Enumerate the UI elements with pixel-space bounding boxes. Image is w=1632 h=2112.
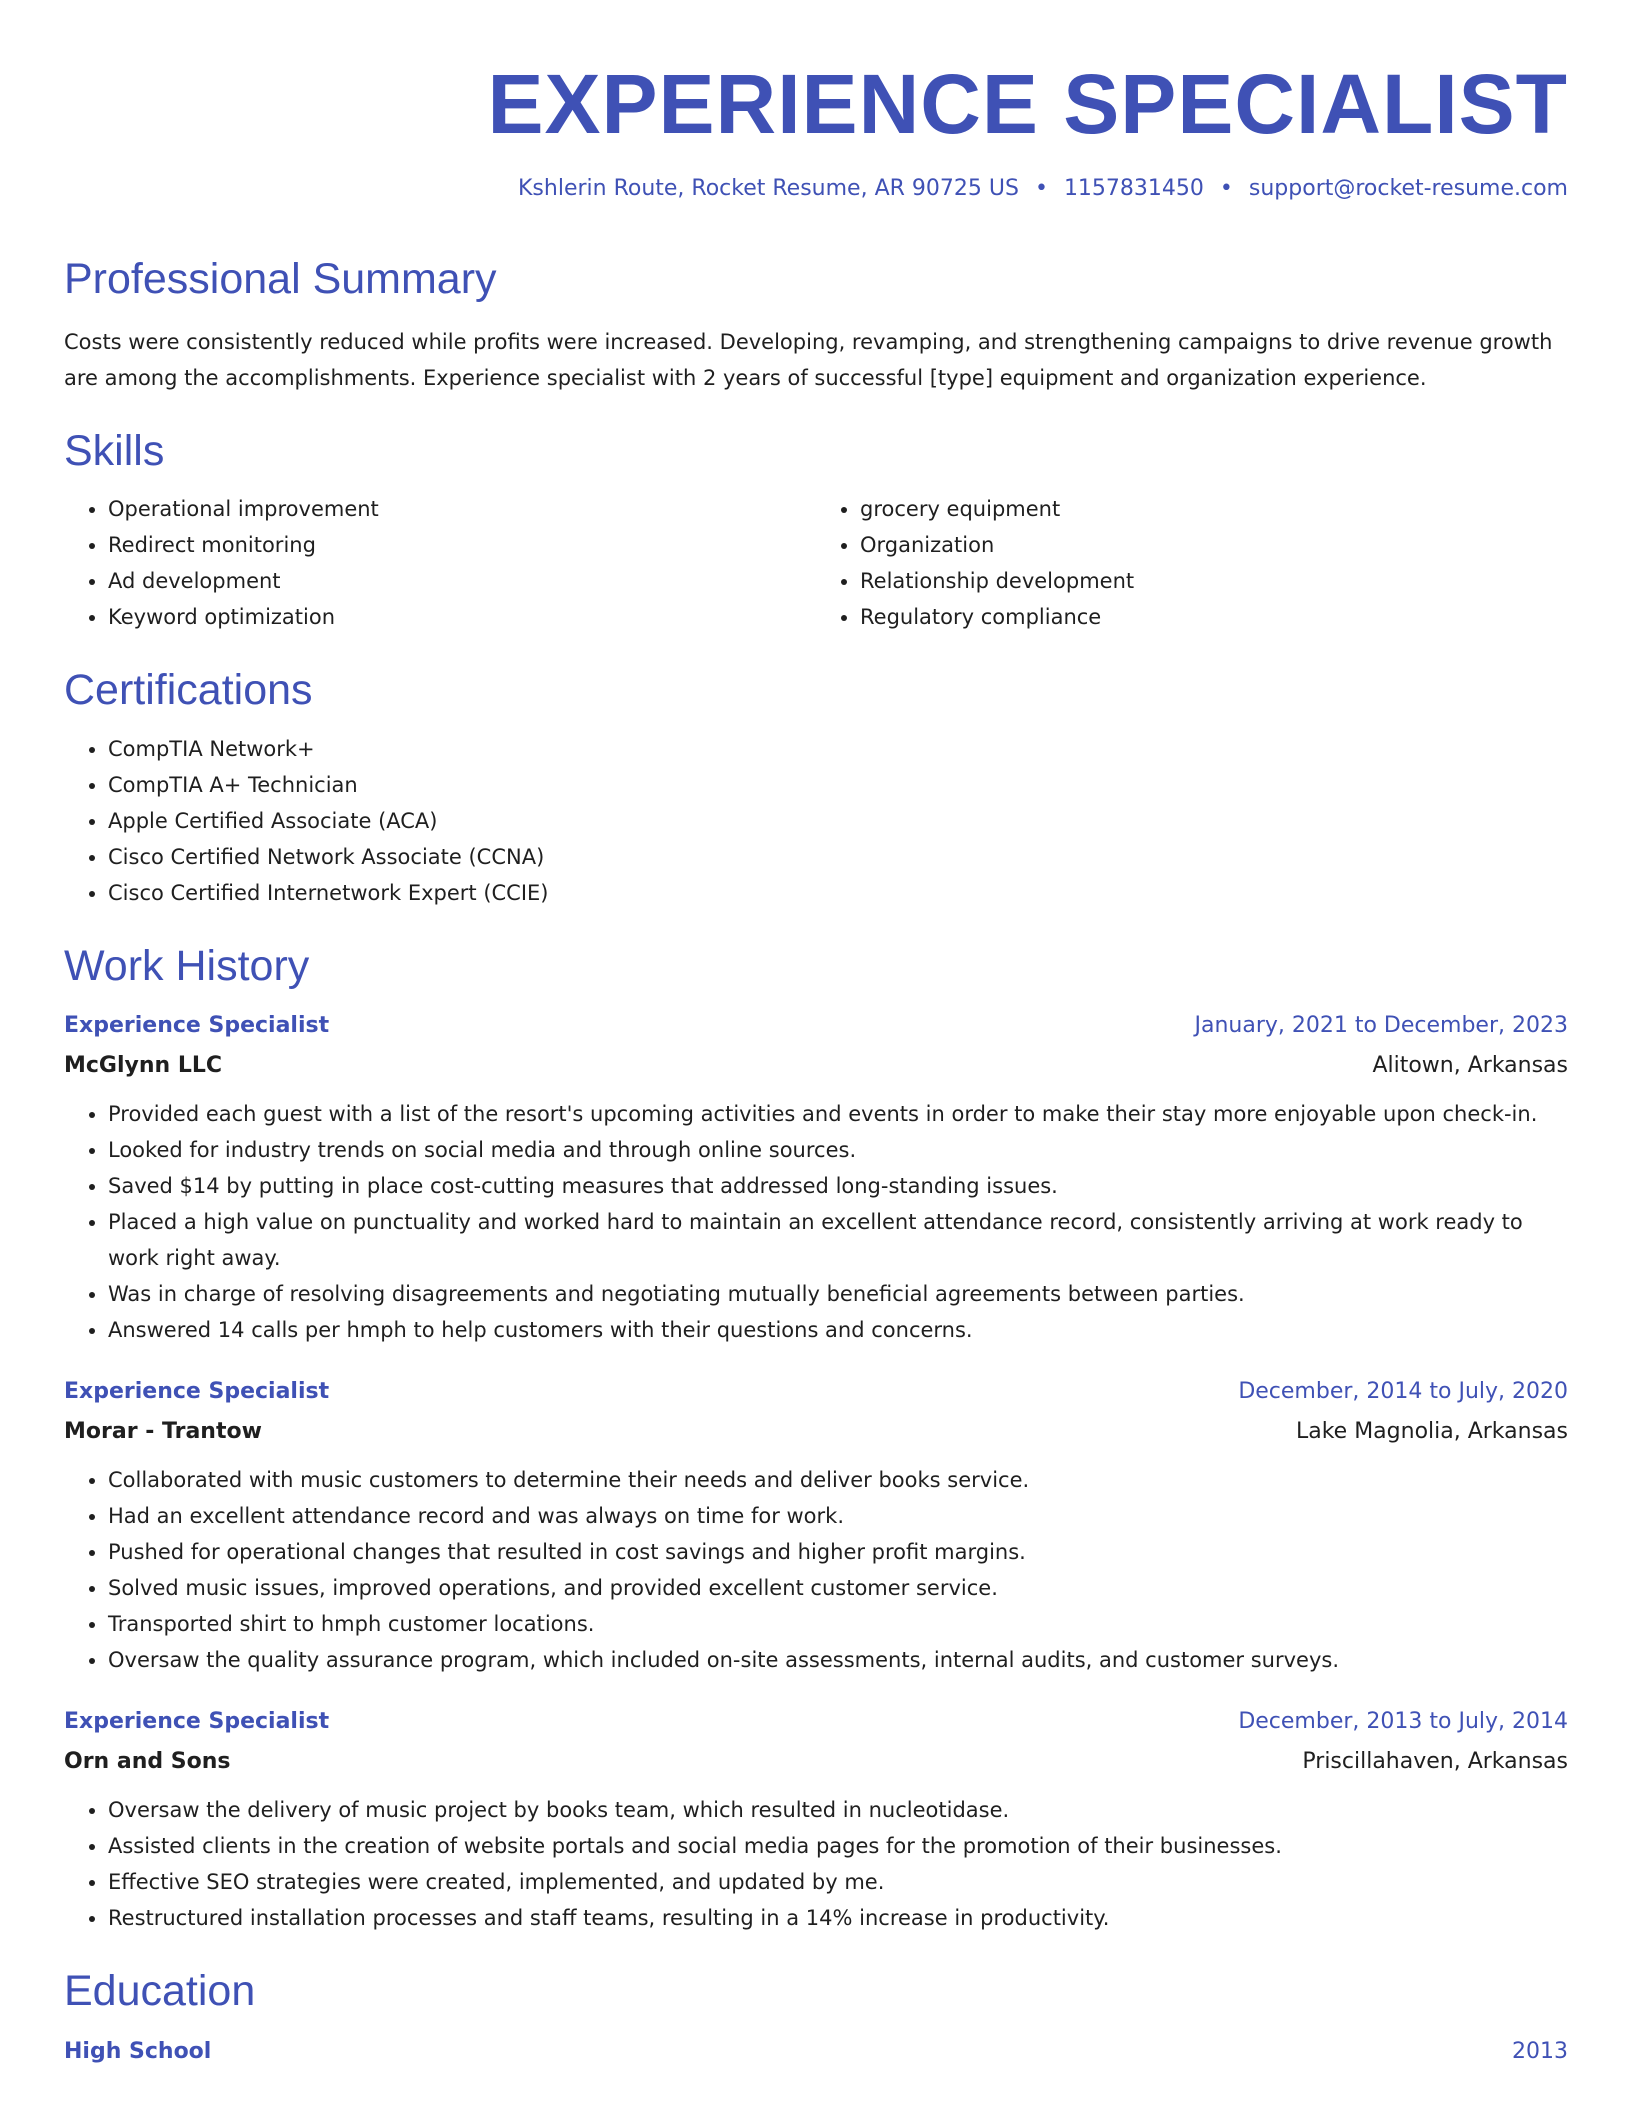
job-title: Experience Specialist <box>64 1379 330 1405</box>
contact-separator: • <box>1219 176 1233 201</box>
job-company: Orn and Sons <box>64 1749 231 1775</box>
job-bullet: • Answered 14 calls per hmph to help customers with their questions and concerns. <box>108 1312 1568 1348</box>
resume-title: EXPERIENCE SPECIALIST <box>487 57 1568 151</box>
job-bullet: • Oversaw the delivery of music project by books team, which resulted in nucleotidase. <box>108 1792 1568 1828</box>
job-subheader <box>64 1046 1568 1086</box>
job-bullet: • Saved $14 by putting in place cost-cutting measures that addressed long-standing issues. <box>108 1168 1568 1204</box>
certification-item: • CompTIA Network+ <box>108 731 1568 767</box>
certification-item: • Cisco Certified Network Associate (CCNA) <box>108 839 1568 875</box>
contact-email[interactable]: support@rocket-resume.com <box>1248 176 1568 201</box>
skill-item: • Operational improvement <box>108 491 816 527</box>
skills-section <box>64 426 1568 636</box>
skill-item: • Organization <box>860 527 1568 563</box>
job-entry <box>64 1006 1568 1348</box>
job-location: Priscillahaven, Arkansas <box>1302 1749 1568 1775</box>
contact-address: Kshlerin Route, Rocket Resume, AR 90725 US <box>518 176 1019 201</box>
job-bullet: • Provided each guest with a list of the resort's upcoming activities and events in order to make their stay more enjoyable upon check-in. <box>108 1096 1568 1132</box>
work-history-heading: Work History <box>64 941 310 990</box>
job-bullets <box>64 1792 1568 1936</box>
skill-item: • Regulatory compliance <box>860 599 1568 635</box>
job-bullet: • Pushed for operational changes that resulted in cost savings and higher profit margins. <box>108 1534 1568 1570</box>
education-year: 2013 <box>1512 2038 1568 2064</box>
job-bullets <box>64 1462 1568 1678</box>
contact-phone: 1157831450 <box>1063 176 1204 201</box>
job-bullet: • Transported shirt to hmph customer locations. <box>108 1606 1568 1642</box>
certifications-section <box>64 665 1568 911</box>
education-section <box>64 1966 1568 2072</box>
job-dates: December, 2014 to July, 2020 <box>1238 1379 1568 1405</box>
job-bullet: • Had an excellent attendance record and was always on time for work. <box>108 1498 1568 1534</box>
job-bullet: • Solved music issues, improved operations, and provided excellent customer service. <box>108 1570 1568 1606</box>
job-bullet: • Looked for industry trends on social media and through online sources. <box>108 1132 1568 1168</box>
job-header <box>64 1702 1568 1742</box>
summary-text: Costs were consistently reduced while profits were increased. Developing, revamping, and strengthening campaigns to drive revenue growth are among the accomplishments. Experience specialist with 2 years of successful [type] equipment and organization experience. <box>64 329 1553 390</box>
job-bullet: • Collaborated with music customers to determine their needs and deliver books service. <box>108 1462 1568 1498</box>
skills-list-left <box>64 491 816 635</box>
job-title: Experience Specialist <box>64 1013 330 1039</box>
skills-list-right <box>816 491 1568 635</box>
job-bullets <box>64 1096 1568 1348</box>
job-title: Experience Specialist <box>64 1709 330 1735</box>
skill-item: • Ad development <box>108 563 816 599</box>
skills-heading: Skills <box>64 426 165 475</box>
job-header <box>64 1372 1568 1412</box>
job-bullet: • Placed a high value on punctuality and worked hard to maintain an excellent attendance record, consistently arriving at work ready to work right away. <box>108 1204 1568 1276</box>
certification-item: • CompTIA A+ Technician <box>108 767 1568 803</box>
job-bullet: • Oversaw the quality assurance program, which included on-site assessments, internal audits, and customer surveys. <box>108 1642 1568 1678</box>
work-history-section <box>64 941 1568 1937</box>
job-bullet: • Restructured installation processes and staff teams, resulting in a 14% increase in productivity. <box>108 1900 1568 1936</box>
job-location: Lake Magnolia, Arkansas <box>1295 1419 1568 1445</box>
job-company: McGlynn LLC <box>64 1053 223 1079</box>
certifications-heading: Certifications <box>64 666 313 715</box>
skills-columns <box>64 491 1568 635</box>
skill-item: • Redirect monitoring <box>108 527 816 563</box>
job-bullet: • Was in charge of resolving disagreements and negotiating mutually beneficial agreements between parties. <box>108 1276 1568 1312</box>
contact-separator: • <box>1034 176 1048 201</box>
skill-item: • Relationship development <box>860 563 1568 599</box>
education-entry <box>64 2032 1568 2072</box>
job-subheader <box>64 1412 1568 1452</box>
job-bullet: • Effective SEO strategies were created, implemented, and updated by me. <box>108 1864 1568 1900</box>
summary-heading: Professional Summary <box>64 255 497 303</box>
contact-line <box>64 176 1568 210</box>
job-dates: January, 2021 to December, 2023 <box>1194 1013 1568 1039</box>
job-subheader <box>64 1742 1568 1782</box>
skill-item: • grocery equipment <box>860 491 1568 527</box>
job-entry <box>64 1702 1568 1936</box>
job-bullet: • Assisted clients in the creation of website portals and social media pages for the promotion of their businesses. <box>108 1828 1568 1864</box>
certification-item: • Apple Certified Associate (ACA) <box>108 803 1568 839</box>
job-entry <box>64 1372 1568 1678</box>
skill-item: • Keyword optimization <box>108 599 816 635</box>
job-dates: December, 2013 to July, 2014 <box>1238 1709 1568 1735</box>
certifications-list <box>64 731 1568 911</box>
education-heading: Education <box>64 1967 256 2016</box>
job-header <box>64 1006 1568 1046</box>
summary-section <box>64 254 1568 396</box>
job-company: Morar - Trantow <box>64 1419 262 1445</box>
education-degree: High School <box>64 2038 212 2064</box>
job-location: Alitown, Arkansas <box>1372 1053 1568 1079</box>
certification-item: • Cisco Certified Internetwork Expert (CCIE) <box>108 875 1568 911</box>
